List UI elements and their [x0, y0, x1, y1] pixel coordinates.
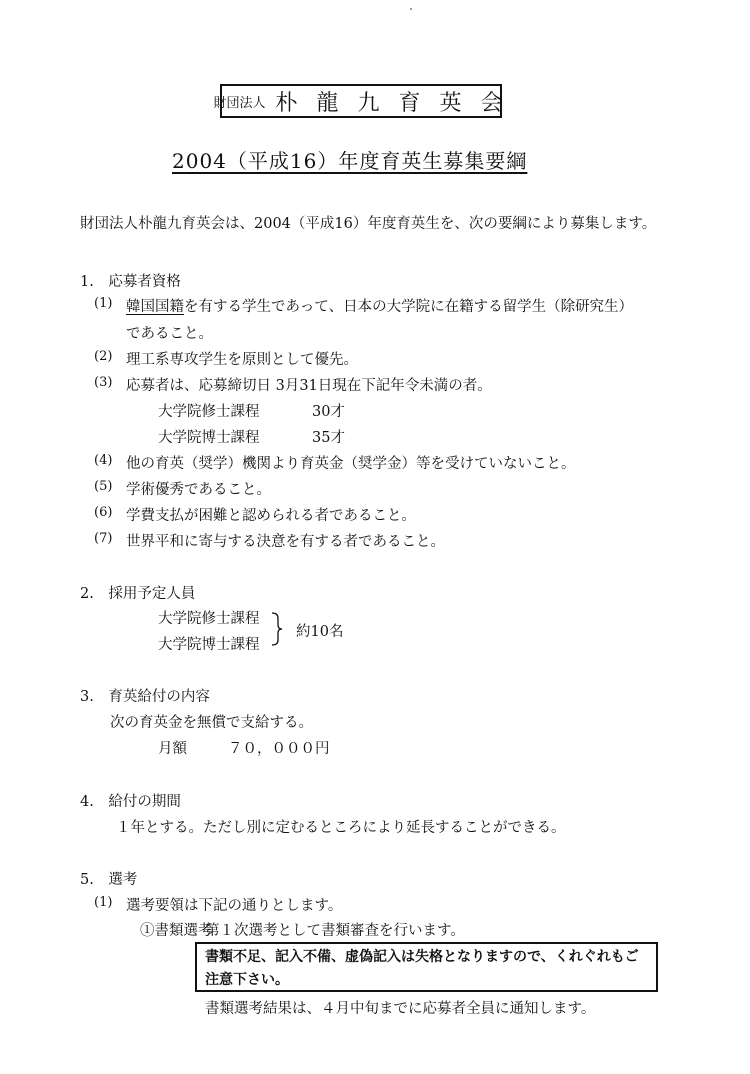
section1-item-4: 他の育英（奨学）機関より育英金（奨学金）等を受けていないこと。: [126, 456, 576, 472]
item-number: (5): [94, 479, 113, 494]
item-number: (7): [94, 531, 113, 546]
item-number: (1): [94, 296, 113, 311]
section1-item-3: 応募者は、応募締切日 3月31日現在下記年令未満の者。: [126, 378, 492, 394]
screening-text: 第１次選考として書類審査を行います。: [205, 923, 465, 939]
age-course: 大学院博士課程: [158, 430, 260, 446]
screening-result-text: 書類選考結果は、４月中旬までに応募者全員に通知します。: [205, 1001, 596, 1017]
age-limit: 35才: [312, 430, 345, 446]
recruit-course: 大学院修士課程: [158, 611, 260, 627]
org-prefix: 財団法人: [213, 95, 266, 111]
right-brace-icon: [270, 612, 284, 646]
item-number: (3): [94, 375, 113, 390]
age-course: 大学院修士課程: [158, 404, 260, 420]
recruit-count: 約10名: [296, 624, 344, 640]
amount-value: ７０，０００円: [228, 741, 330, 757]
section3-heading: 3. 育英給付の内容: [80, 689, 210, 705]
section1-item-5: 学術優秀であること。: [126, 482, 271, 498]
item-number: (6): [94, 505, 113, 520]
organization-name-box: [213, 84, 509, 118]
section2-heading: 2. 採用予定人員: [80, 586, 196, 602]
org-name: 朴 龍 九 育 英 会: [275, 90, 509, 116]
age-limit: 30才: [312, 404, 345, 420]
item-number: (2): [94, 349, 113, 364]
item-number: (1): [94, 895, 113, 910]
intro-text: 財団法人朴龍九育英会は、2004（平成16）年度育英生を、次の要綱により募集します。: [80, 216, 657, 232]
section1-item-6: 学費支払が困難と認められる者であること。: [126, 508, 416, 524]
section5-heading: 5. 選考: [80, 872, 138, 888]
item-text: を有する学生であって、日本の大学院に在籍する留学生（除研究生）: [184, 299, 634, 315]
section1-item-1: [126, 295, 633, 316]
recruit-course: 大学院博士課程: [158, 637, 260, 653]
section1-item-7: 世界平和に寄与する決意を有する者であること。: [126, 534, 445, 550]
scan-speck: [410, 8, 412, 10]
warning-notice: 書類不足、記入不備、虚偽記入は失格となりますので、くれぐれもご注意下さい。: [195, 942, 658, 992]
section4-text: １年とする。ただし別に定むるところにより延長することができる。: [116, 820, 566, 836]
underlined-term: 韓国国籍: [126, 299, 184, 315]
section5-item-1: 選考要領は下記の通りとします。: [126, 898, 343, 914]
section1-item-2: 理工系専攻学生を原則として優先。: [126, 352, 358, 368]
amount-label: 月額: [158, 741, 187, 757]
section1-heading: 1. 応募者資格: [80, 274, 181, 290]
item-continuation: であること。: [126, 326, 213, 342]
screening-label: ①書類選考: [140, 923, 213, 939]
item-number: (4): [94, 453, 113, 468]
section4-heading: 4. 給付の期間: [80, 794, 181, 810]
section3-text: 次の育英金を無償で支給する。: [110, 715, 313, 731]
document-title: 2004（平成16）年度育英生募集要綱: [172, 149, 528, 173]
